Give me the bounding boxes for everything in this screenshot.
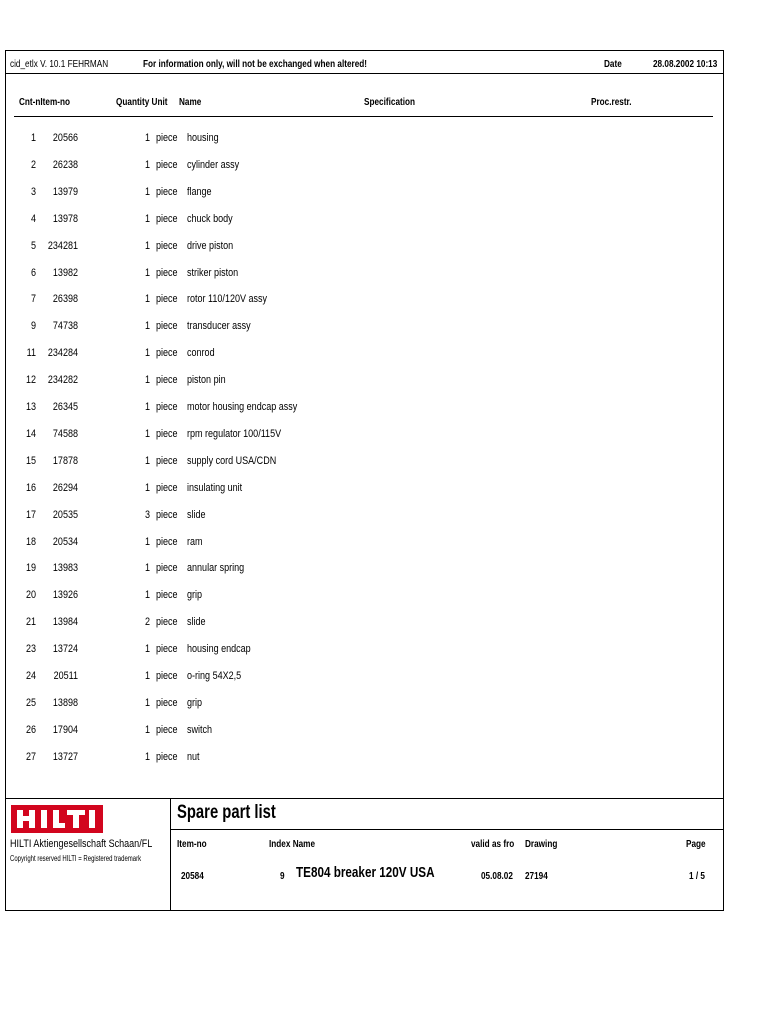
part-count: 16 <box>25 481 36 494</box>
header-divider <box>6 73 723 74</box>
part-row <box>6 509 706 525</box>
part-quantity: 1 <box>144 750 150 763</box>
part-quantity: 2 <box>144 616 150 629</box>
part-row <box>6 670 706 686</box>
part-unit: piece <box>156 723 178 736</box>
part-count: 14 <box>25 427 36 440</box>
column-specification: Specification <box>364 97 416 108</box>
part-quantity: 1 <box>144 158 150 171</box>
part-item-no: 20511 <box>53 670 78 682</box>
value-valid-from: 05.08.02 <box>481 871 513 882</box>
part-count: 24 <box>25 670 36 682</box>
part-row <box>6 616 706 632</box>
part-item-no: 13898 <box>52 696 78 709</box>
part-name: supply cord USA/CDN <box>187 454 277 467</box>
part-item-no: 13978 <box>52 212 78 225</box>
part-row <box>6 562 706 578</box>
value-index: 9 <box>280 871 285 882</box>
part-unit: piece <box>156 696 178 709</box>
part-unit: piece <box>156 562 178 575</box>
part-name: slide <box>187 508 206 521</box>
part-quantity: 1 <box>144 320 150 333</box>
part-unit: piece <box>156 454 178 467</box>
part-unit: piece <box>156 185 178 198</box>
value-page: 1 / 5 <box>689 871 705 882</box>
part-unit: piece <box>156 670 178 682</box>
part-quantity: 1 <box>144 266 150 279</box>
part-name: transducer assy <box>187 320 251 333</box>
value-name: TE804 breaker 120V USA <box>296 864 435 881</box>
part-name: piston pin <box>187 374 226 387</box>
part-row <box>6 374 706 390</box>
part-item-no: 20535 <box>52 508 78 521</box>
part-quantity: 1 <box>144 185 150 198</box>
copyright-note: Copyright reserved HILTI = Registered trademark <box>10 854 142 863</box>
part-unit: piece <box>156 239 178 252</box>
part-count: 20 <box>25 589 36 602</box>
part-item-no: 234284 <box>47 347 78 360</box>
part-name: nut <box>187 750 200 763</box>
part-unit: piece <box>156 266 178 279</box>
part-item-no: 234282 <box>47 374 78 387</box>
part-row <box>6 455 706 471</box>
part-name: annular spring <box>187 562 245 575</box>
part-quantity: 1 <box>144 347 150 360</box>
part-name: chuck body <box>187 212 233 225</box>
part-count: 9 <box>30 320 36 333</box>
part-name: drive piston <box>187 239 234 252</box>
part-count: 27 <box>25 750 36 763</box>
part-count: 1 <box>30 132 36 144</box>
part-quantity: 1 <box>144 562 150 575</box>
part-row <box>6 643 706 659</box>
hilti-logo <box>11 805 103 833</box>
part-name: motor housing endcap assy <box>187 401 298 413</box>
part-row <box>6 186 706 202</box>
column-cnt-item: Cnt-nItem-no <box>19 97 71 108</box>
part-name: grip <box>187 696 203 709</box>
notice-text: For information only, will not be exchanged when altered! <box>143 59 368 70</box>
label-drawing: Drawing <box>525 839 558 850</box>
part-count: 13 <box>25 401 36 413</box>
part-quantity: 1 <box>144 401 150 413</box>
part-name: slide <box>187 616 206 629</box>
part-row <box>6 267 706 283</box>
part-count: 6 <box>30 266 36 279</box>
part-item-no: 26345 <box>52 401 78 413</box>
part-count: 26 <box>25 723 36 736</box>
part-item-no: 234281 <box>47 239 78 252</box>
part-name: flange <box>187 185 212 198</box>
part-quantity: 1 <box>144 427 150 440</box>
part-item-no: 13982 <box>52 266 78 279</box>
part-row <box>6 132 706 148</box>
part-row <box>6 536 706 552</box>
label-index-name: Index Name <box>269 839 316 850</box>
part-count: 25 <box>25 696 36 709</box>
part-name: housing endcap <box>187 643 251 656</box>
part-item-no: 74588 <box>52 427 78 440</box>
footer-block <box>6 798 723 910</box>
value-item-no: 20584 <box>181 871 204 882</box>
part-name: grip <box>187 589 203 602</box>
part-quantity: 1 <box>144 454 150 467</box>
column-name: Name <box>179 97 202 108</box>
part-unit: piece <box>156 212 178 225</box>
part-unit: piece <box>156 427 178 440</box>
part-row <box>6 159 706 175</box>
part-item-no: 13984 <box>52 616 78 629</box>
part-unit: piece <box>156 320 178 333</box>
part-row <box>6 751 706 767</box>
part-item-no: 74738 <box>52 320 78 333</box>
part-name: insulating unit <box>187 481 243 494</box>
label-valid-from: valid as fro <box>471 839 515 850</box>
part-count: 11 <box>26 347 36 360</box>
part-quantity: 1 <box>144 723 150 736</box>
part-count: 3 <box>30 185 36 198</box>
part-quantity: 1 <box>144 293 150 306</box>
part-quantity: 1 <box>144 239 150 252</box>
part-unit: piece <box>156 158 178 171</box>
part-item-no: 13926 <box>52 589 78 602</box>
part-name: o-ring 54X2,5 <box>187 670 242 682</box>
spare-part-sheet <box>5 50 724 911</box>
date-label: Date <box>604 59 622 70</box>
part-quantity: 1 <box>144 212 150 225</box>
part-row <box>6 724 706 740</box>
column-quantity-unit: Quantity Unit <box>116 97 168 108</box>
part-quantity: 1 <box>144 481 150 494</box>
part-unit: piece <box>156 643 178 656</box>
part-unit: piece <box>156 535 178 548</box>
part-unit: piece <box>156 750 178 763</box>
part-unit: piece <box>156 401 178 413</box>
part-row <box>6 293 706 309</box>
part-count: 15 <box>25 454 36 467</box>
part-row <box>6 697 706 713</box>
part-count: 12 <box>25 374 36 387</box>
part-item-no: 13983 <box>52 562 78 575</box>
date-value: 28.08.2002 10:13 <box>653 59 718 70</box>
part-unit: piece <box>156 508 178 521</box>
part-row <box>6 482 706 498</box>
column-divider <box>14 116 713 117</box>
part-row <box>6 347 706 363</box>
part-quantity: 1 <box>144 374 150 387</box>
part-unit: piece <box>156 347 178 360</box>
part-row <box>6 428 706 444</box>
label-item-no: Item-no <box>177 839 207 850</box>
part-quantity: 3 <box>144 508 150 521</box>
part-quantity: 1 <box>144 643 150 656</box>
part-row <box>6 240 706 256</box>
part-quantity: 1 <box>144 535 150 548</box>
part-item-no: 20534 <box>52 535 78 548</box>
part-unit: piece <box>156 481 178 494</box>
part-name: switch <box>187 723 213 736</box>
part-unit: piece <box>156 293 178 306</box>
part-count: 4 <box>30 212 36 225</box>
part-item-no: 13727 <box>52 750 78 763</box>
part-item-no: 20566 <box>52 132 78 144</box>
part-row <box>6 213 706 229</box>
part-name: ram <box>187 535 203 548</box>
part-count: 21 <box>25 616 36 629</box>
part-name: rotor 110/120V assy <box>187 293 268 306</box>
part-quantity: 1 <box>144 696 150 709</box>
system-info: cid_etlx V. 10.1 FEHRMAN <box>10 59 109 70</box>
part-name: housing <box>187 132 219 144</box>
part-row <box>6 401 706 417</box>
part-name: conrod <box>187 347 215 360</box>
part-name: rpm regulator 100/115V <box>187 427 282 440</box>
part-name: cylinder assy <box>187 158 240 171</box>
part-count: 18 <box>25 535 36 548</box>
part-row <box>6 320 706 336</box>
label-page: Page <box>686 839 706 850</box>
part-row <box>6 589 706 605</box>
document-title: Spare part list <box>177 802 276 823</box>
part-unit: piece <box>156 374 178 387</box>
column-proc-restr: Proc.restr. <box>591 97 632 108</box>
part-item-no: 17878 <box>52 454 78 467</box>
part-unit: piece <box>156 589 178 602</box>
part-quantity: 1 <box>144 132 150 144</box>
part-item-no: 26238 <box>52 158 78 171</box>
part-count: 17 <box>25 508 36 521</box>
part-count: 2 <box>30 158 36 171</box>
part-name: striker piston <box>187 266 239 279</box>
part-quantity: 1 <box>144 589 150 602</box>
part-item-no: 13979 <box>52 185 78 198</box>
part-unit: piece <box>156 616 178 629</box>
part-count: 23 <box>25 643 36 656</box>
part-item-no: 17904 <box>52 723 78 736</box>
part-count: 7 <box>30 293 36 306</box>
company-name: HILTI Aktiengesellschaft Schaan/FL <box>10 838 153 850</box>
part-count: 5 <box>30 239 36 252</box>
part-quantity: 1 <box>144 670 150 682</box>
value-drawing: 27194 <box>525 871 548 882</box>
part-item-no: 26398 <box>52 293 78 306</box>
part-unit: piece <box>156 132 178 144</box>
part-item-no: 13724 <box>52 643 78 656</box>
part-count: 19 <box>25 562 36 575</box>
part-item-no: 26294 <box>52 481 78 494</box>
